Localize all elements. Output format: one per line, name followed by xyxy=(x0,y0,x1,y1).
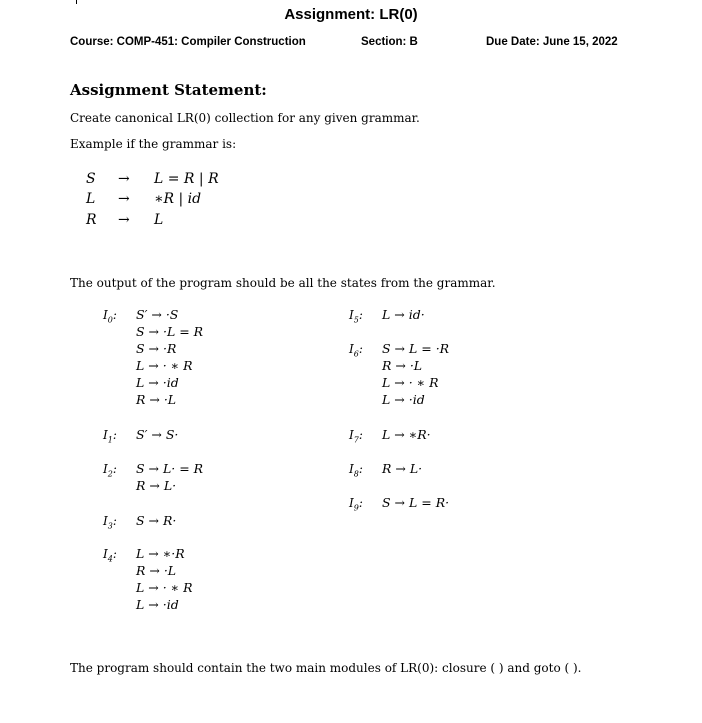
grammar-lhs: L xyxy=(86,191,96,207)
state-label: $I_4$: xyxy=(103,547,117,564)
state-item: L → · ∗ R xyxy=(382,375,439,390)
grammar-rhs: L xyxy=(154,212,164,228)
state-item: S′ → S· xyxy=(136,427,179,442)
state-item: R → ·L xyxy=(136,392,177,407)
state-item: S → ·R xyxy=(136,341,177,356)
state-item: L → · ∗ R xyxy=(136,358,193,373)
state-item: S → ·L = R xyxy=(136,324,204,339)
grammar-rhs: L = R | R xyxy=(154,171,219,187)
state-item: L → ·id xyxy=(136,597,179,612)
statement-heading: Assignment Statement: xyxy=(70,81,267,99)
state-label: $I_0$: xyxy=(103,308,117,325)
grammar-rhs: ∗R | id xyxy=(154,191,202,207)
state-item: R → L· xyxy=(382,461,423,476)
state-item: R → L· xyxy=(136,478,177,493)
due-date: Due Date: June 15, 2022 xyxy=(486,36,618,48)
footer-text: The program should contain the two main modules of LR(0): closure ( ) and goto ( ). xyxy=(70,661,582,675)
state-label: $I_8$: xyxy=(349,462,363,479)
state-item: L → ·id xyxy=(382,392,425,407)
state-item: S′ → ·S xyxy=(136,307,179,322)
state-label: $I_3$: xyxy=(103,514,117,531)
statement-line-2: Example if the grammar is: xyxy=(70,137,237,151)
state-item: L → ∗R· xyxy=(382,427,431,442)
state-label: $I_6$: xyxy=(349,342,363,359)
grammar-arrow: → xyxy=(118,171,130,187)
course-info: Course: COMP-451: Compiler Construction xyxy=(70,36,306,48)
state-item: S → R· xyxy=(136,513,177,528)
state-item: R → ·L xyxy=(136,563,177,578)
state-item: L → ∗·R xyxy=(136,546,185,561)
state-item: S → L = ·R xyxy=(382,341,450,356)
section-info: Section: B xyxy=(361,36,418,48)
state-item: L → ·id xyxy=(136,375,179,390)
grammar-lhs: S xyxy=(86,171,96,187)
state-item: S → L· = R xyxy=(136,461,204,476)
output-text: The output of the program should be all the states from the grammar. xyxy=(70,276,496,290)
state-label: $I_1$: xyxy=(103,428,117,445)
grammar-arrow: → xyxy=(118,191,130,207)
grammar-arrow: → xyxy=(118,212,130,228)
statement-line-1: Create canonical LR(0) collection for any given grammar. xyxy=(70,111,420,125)
state-item: L → · ∗ R xyxy=(136,580,193,595)
grammar-lhs: R xyxy=(86,212,97,228)
state-item: R → ·L xyxy=(382,358,423,373)
top-edge-mark xyxy=(76,0,77,4)
page-title: Assignment: LR(0) xyxy=(284,6,418,23)
state-item: S → L = R· xyxy=(382,495,450,510)
state-label: $I_5$: xyxy=(349,308,363,325)
state-item: L → id· xyxy=(382,307,425,322)
state-label: $I_7$: xyxy=(349,428,363,445)
state-label: $I_9$: xyxy=(349,496,363,513)
state-label: $I_2$: xyxy=(103,462,117,479)
